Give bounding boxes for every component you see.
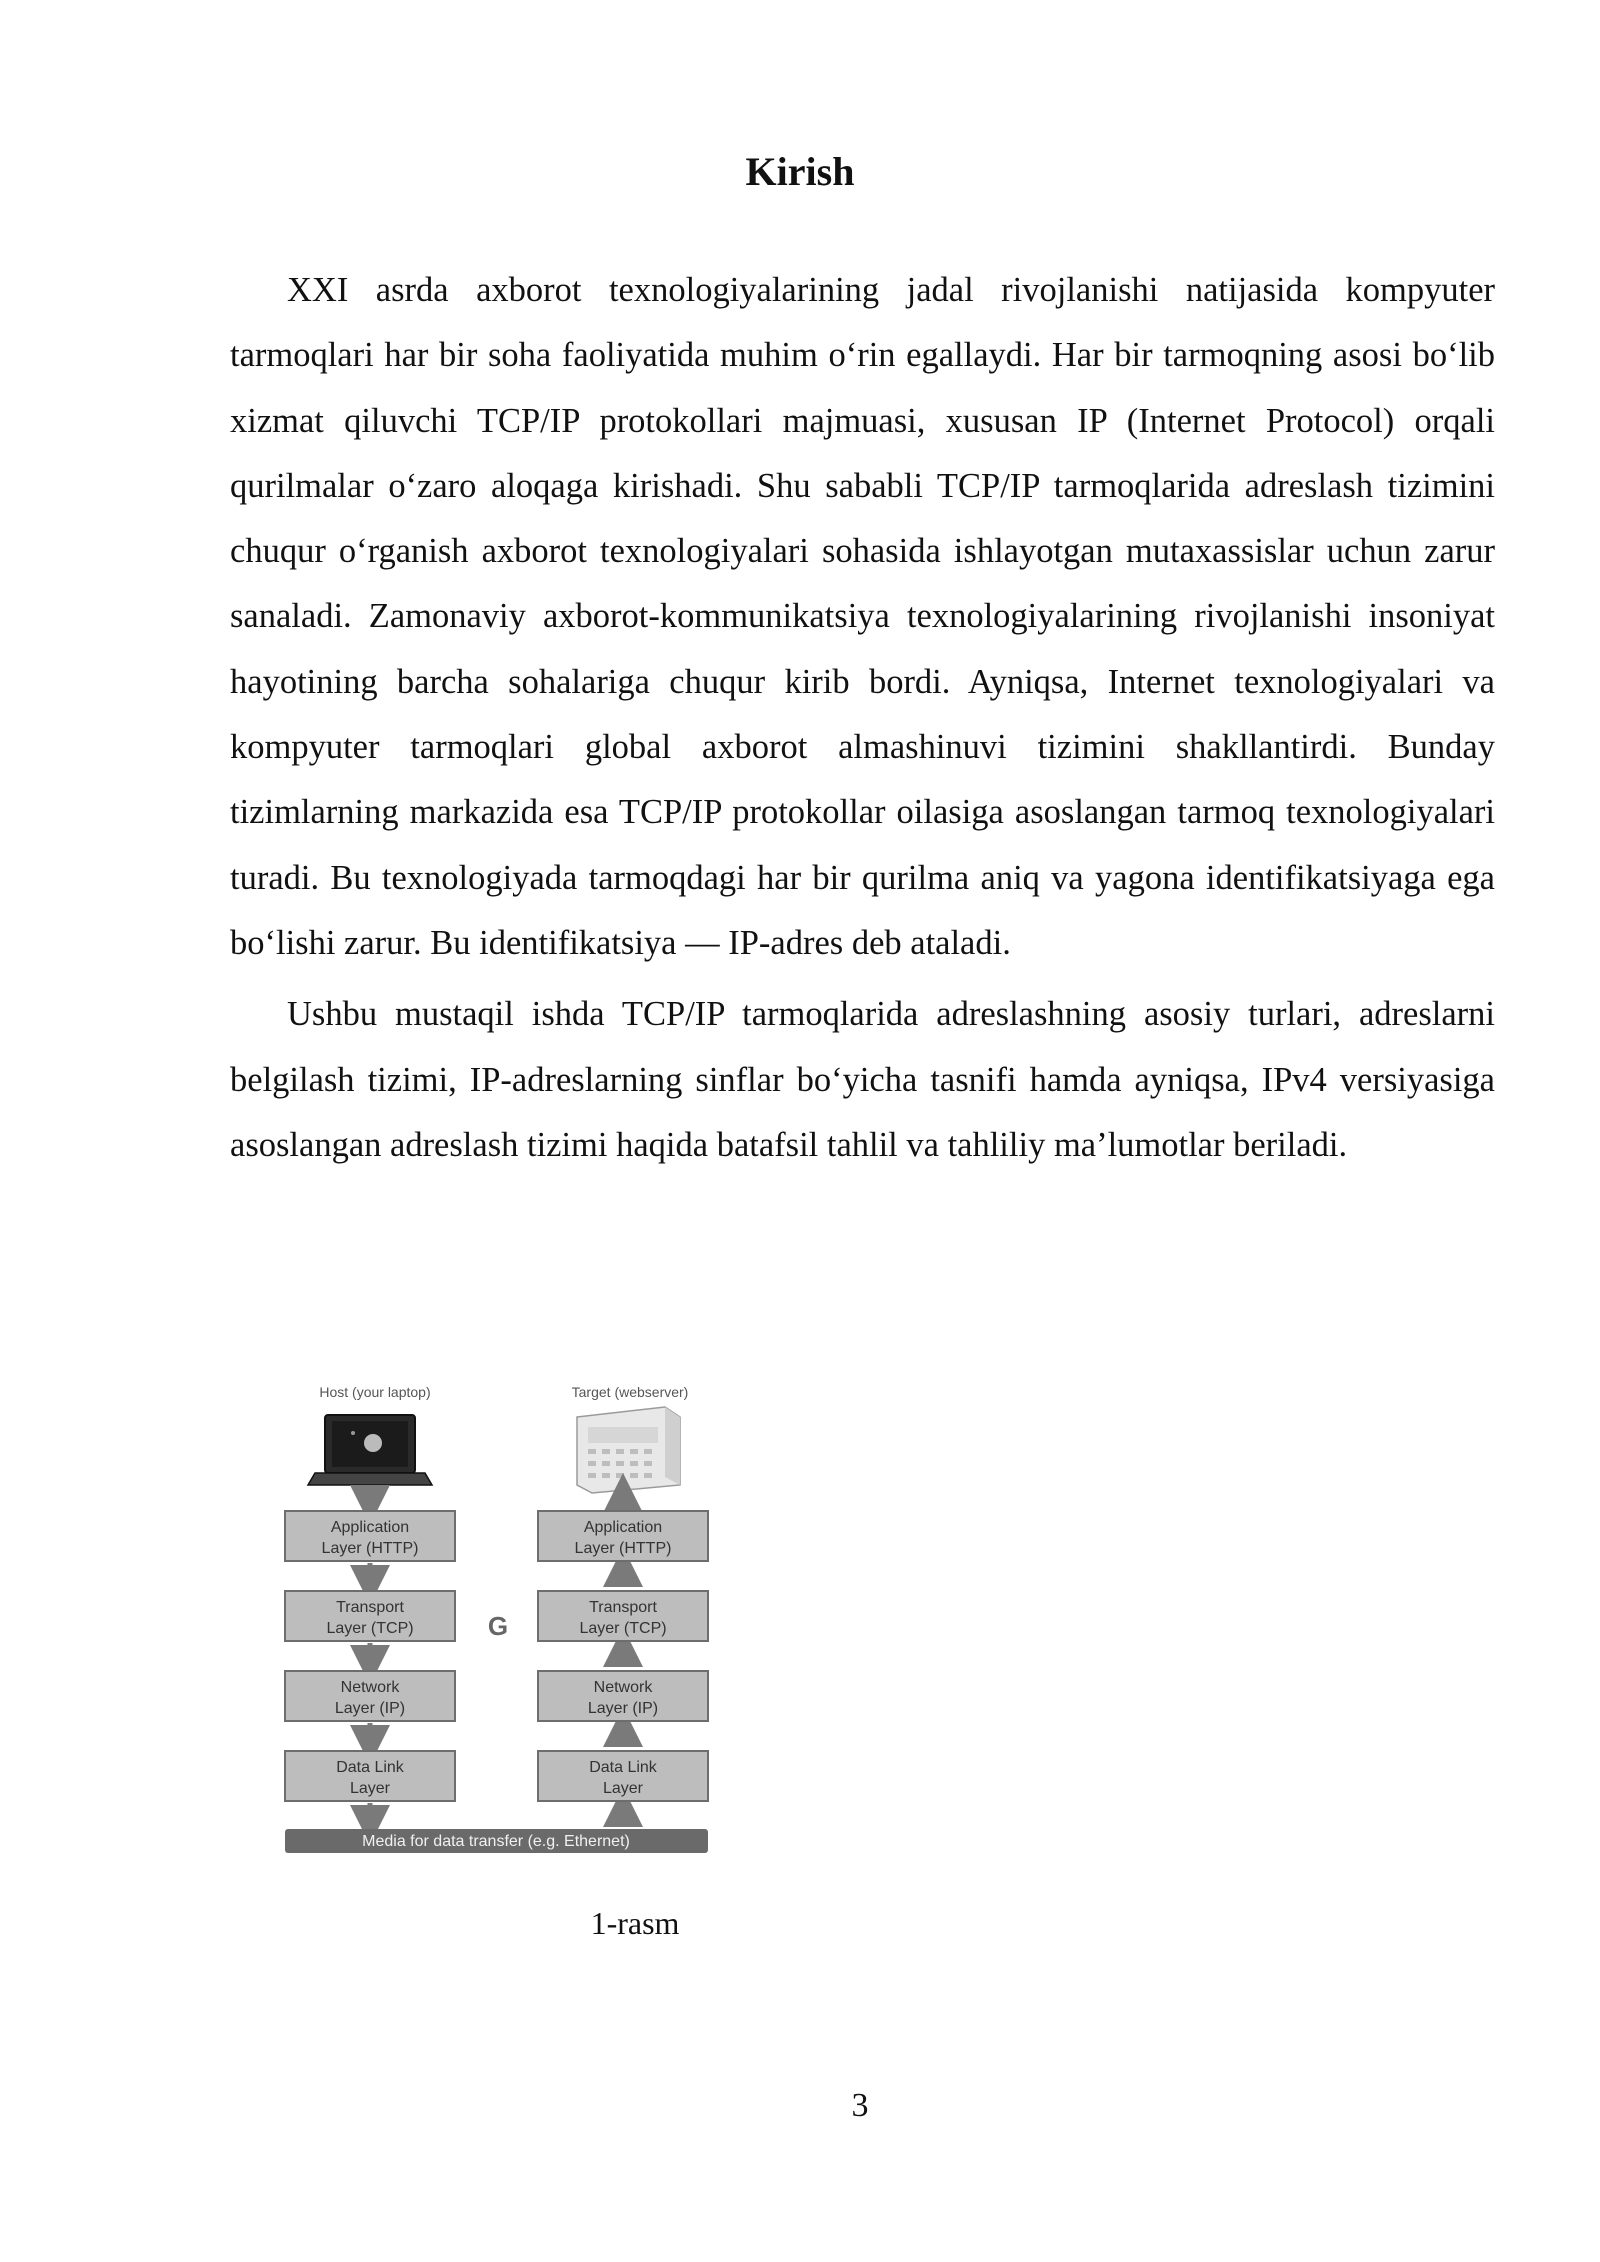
figure-caption: 1-rasm [590, 1905, 680, 1941]
server-icon [577, 1407, 680, 1493]
svg-text:Layer (HTTP): Layer (HTTP) [574, 1540, 672, 1557]
laptop-icon [308, 1415, 432, 1485]
center-mark: G [487, 1611, 509, 1641]
svg-text:Application: Application [583, 1519, 663, 1536]
body-text [230, 258, 1495, 1184]
svg-text:Layer (TCP): Layer (TCP) [579, 1620, 667, 1637]
svg-text:Layer: Layer [349, 1780, 391, 1797]
svg-text:Data Link: Data Link [336, 1759, 404, 1776]
svg-text:Network: Network [593, 1679, 653, 1696]
host-layer-application [285, 1511, 455, 1561]
svg-text:Transport: Transport [336, 1599, 404, 1616]
target-layer-transport [538, 1591, 708, 1641]
paragraph-1: XXI asrda axborot texnologiyalarining jadal rivojlanishi natijasida kompyuter tarmoqlari har bir soha faoliyatida muhim o‘rin egallaydi. Har bir tarmoqning asosi bo‘lib xizmat qiluvchi TCP/IP protokollari majmuasi, xususan IP (Internet Protocol) orqali qurilmalar o‘zaro aloqaga kirishadi. Shu sababli TCP/IP tarmoqlarida adreslash tizimini chuqur o‘rganish axborot texnologiyalari sohasida ishlayotgan mutaxassislar uchun zarur sanaladi. Zamonaviy axborot-kommunikatsiya texnologiyalarining rivojlanishi insoniyat hayotining barcha sohalariga chuqur kirib bordi. Ayniqsa, Internet texnologiyalari va kompyuter tarmoqlari global axborot almashinuvi tizimini shakllantirdi. Bunday tizimlarning markazida esa TCP/IP protokollar oilasiga asoslangan tarmoq texnologiyalari turadi. Bu texnologiyada tarmoqdagi har bir qurilma aniq va yagona identifikatsiyaga ega bo‘lishi zarur. Bu identifikatsiya — IP-adres deb ataladi. [230, 271, 1495, 962]
host-layer-data-link [285, 1751, 455, 1801]
figure-diagram [280, 1385, 720, 1885]
svg-text:Layer: Layer [602, 1780, 644, 1797]
target-label: Target (webserver) [571, 1385, 689, 1400]
svg-text:Transport: Transport [589, 1599, 657, 1616]
svg-text:Layer (IP): Layer (IP) [587, 1700, 659, 1717]
svg-text:Layer (IP): Layer (IP) [334, 1700, 406, 1717]
svg-text:Network: Network [340, 1679, 400, 1696]
host-layer-network [285, 1671, 455, 1721]
host-layer-transport [285, 1591, 455, 1641]
media-label: Media for data transfer (e.g. Ethernet) [362, 1833, 630, 1850]
svg-text:Layer (TCP): Layer (TCP) [326, 1620, 414, 1637]
svg-text:Data Link: Data Link [589, 1759, 657, 1776]
svg-text:Application: Application [330, 1519, 410, 1536]
media-bar [285, 1829, 708, 1853]
tcp-ip-layers-figure [280, 1385, 720, 1885]
host-label: Host (your laptop) [319, 1385, 431, 1400]
target-layer-data-link [538, 1751, 708, 1801]
page-number: 3 [851, 2087, 869, 2124]
page-title: Kirish [745, 149, 855, 194]
paragraph-2: Ushbu mustaqil ishda TCP/IP tarmoqlarida adreslashning asosiy turlari, adreslarni belgilash tizimi, IP-adreslarning sinflar bo‘yicha tasnifi hamda ayniqsa, IPv4 versiyasiga asoslangan adreslash tizimi haqida batafsil tahlil va tahliliy ma’lumotlar beriladi. [230, 995, 1495, 1164]
svg-text:Layer (HTTP): Layer (HTTP) [321, 1540, 419, 1557]
target-layer-application [538, 1511, 708, 1561]
target-layer-network [538, 1671, 708, 1721]
